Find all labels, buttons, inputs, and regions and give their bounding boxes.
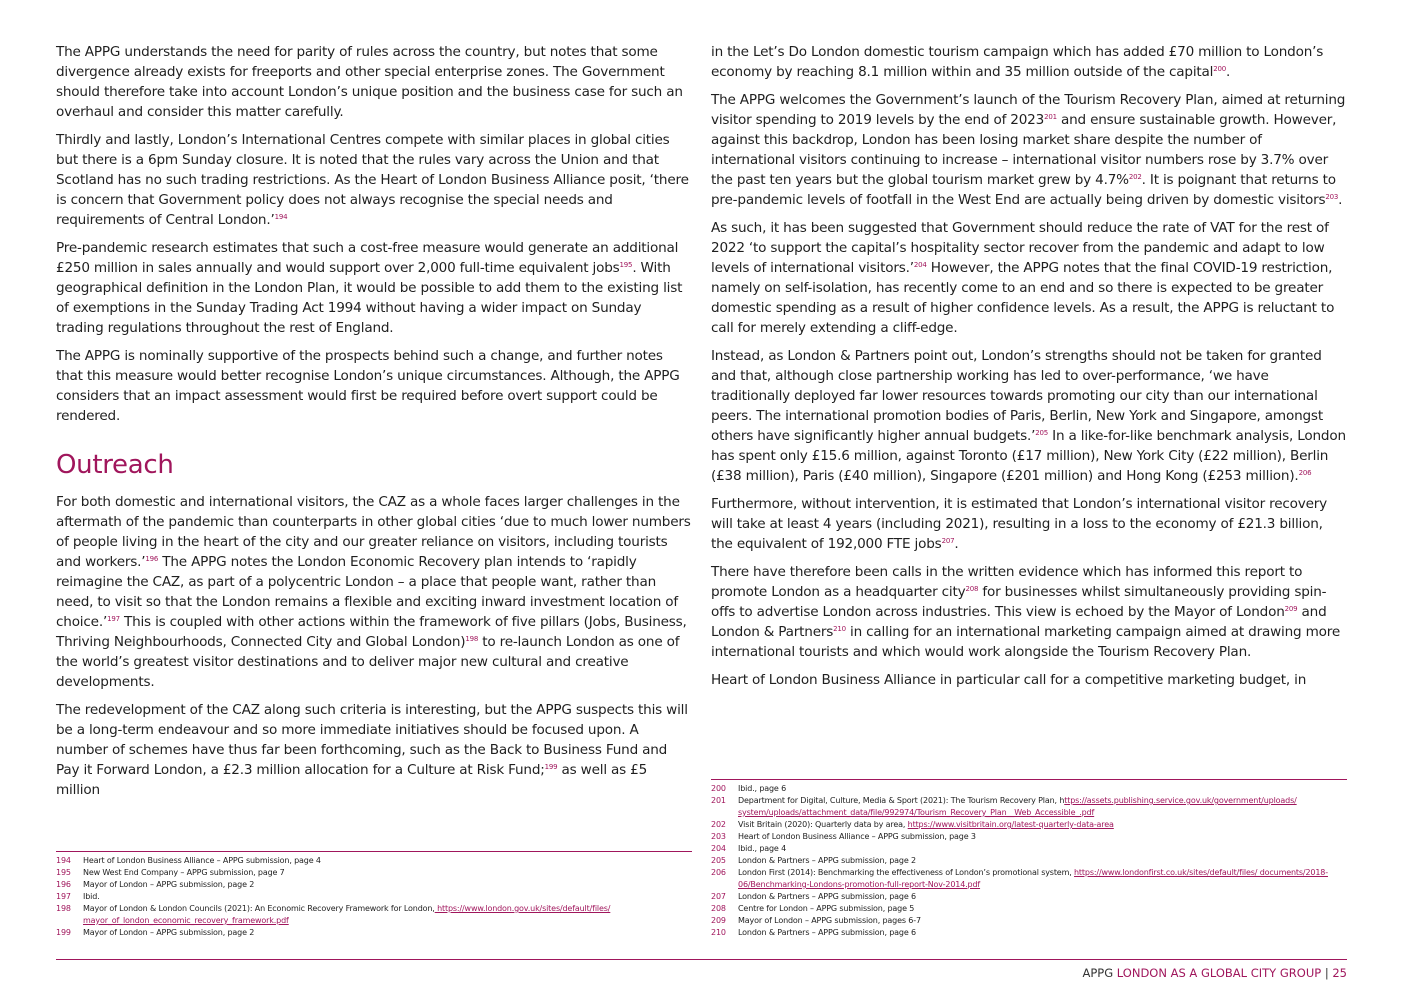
footnote-number: 200: [711, 784, 726, 793]
footnote-number: 203: [711, 832, 726, 841]
paragraph: Pre-pandemic research estimates that such a cost-free measure would generate an additional £250 million in sales annually and would support over 2,000 full-time equivalent jobs$^{195}$. With geographical definition in the London Plan, it would be possible to add them to the existing list of exemptions in the Sunday Trading Act 1994 without having a wider impact on Sunday trading regulations throughout the rest of England.: [56, 240, 683, 336]
footnote-link[interactable]: ttps://assets.publishing.service.gov.uk/government/uploads/ system/uploads/attachment_data/file/992974/Tourism_Recovery_Plan__Web_Accessible_.pdf: [738, 796, 1297, 817]
right-column: [711, 42, 1347, 698]
footnote-ref[interactable]: 209: [1284, 605, 1298, 613]
footnote: 208 Centre for London – APPG submission, page 5: [711, 904, 915, 913]
footnote-link[interactable]: https://www.london.gov.uk/sites/default/files/ mayor_of_london_economic_recovery_framework.pdf: [83, 904, 611, 925]
footnote-number: 209: [711, 916, 726, 925]
footnote-ref[interactable]: 200: [1213, 65, 1227, 73]
footer-separator: |: [1324, 966, 1329, 980]
footnote-number: 197: [56, 892, 71, 901]
footnotes-left: [56, 851, 692, 939]
paragraph: Thirdly and lastly, London’s International Centres compete with similar places in global cities but there is a 6pm Sunday closure. It is noted that the rules vary across the Union and that Scotland has no such trading restrictions. As the Heart of London Business Alliance posit, ‘there is concern that Government policy does not always recognise the special needs and requirements of Central London.’$^{194}$: [56, 132, 689, 228]
footnote-number: 206: [711, 868, 726, 877]
footnote: 204 Ibid., page 4: [711, 844, 787, 853]
footnote-ref[interactable]: 198: [465, 635, 479, 643]
page-number: 25: [1332, 966, 1347, 980]
footnote-number: 210: [711, 928, 726, 937]
footnote-number: 201: [711, 796, 726, 805]
footnote: 210 London & Partners – APPG submission, page 6: [711, 928, 916, 937]
footnote-ref[interactable]: 204: [913, 261, 927, 269]
footnote-ref[interactable]: 202: [1128, 173, 1142, 181]
footnote-ref[interactable]: 195: [619, 261, 633, 269]
footnote-ref[interactable]: 203: [1325, 193, 1339, 201]
section-heading-outreach: Outreach: [56, 450, 174, 480]
paragraph: in the Let’s Do London domestic tourism campaign which has added £70 million to London’s economy by reaching 8.1 million within and 35 million outside of the capital$^{200}$.: [711, 44, 1324, 80]
footnote: 198 Mayor of London & London Councils (2021): An Economic Recovery Framework for London, https://www.london.gov.uk/sites/default/files/ mayor_of_london_economic_recovery_framework.pdf: [56, 904, 611, 925]
footnote-ref[interactable]: 196: [145, 555, 159, 563]
footnote-divider: [711, 779, 1347, 780]
footer-group-name: LONDON AS A GLOBAL CITY GROUP: [1116, 966, 1322, 980]
paragraph: Heart of London Business Alliance in particular call for a competitive marketing budget, in: [711, 672, 1307, 688]
paragraph: The APPG is nominally supportive of the prospects behind such a change, and further notes that this measure would better recognise London’s unique circumstances. Although, the APPG considers that an impact assessment would first be required before overt support could be rendered.: [56, 348, 680, 424]
left-column: [56, 42, 692, 808]
footnote-ref[interactable]: 199: [544, 763, 558, 771]
footnote-ref[interactable]: 205: [1035, 429, 1049, 437]
paragraph: As such, it has been suggested that Government should reduce the rate of VAT for the rest of 2022 ‘to support the capital’s hospitality sector recover from the pandemic and adapt to low levels of international visitors.’$^{204}$ However, the APPG notes that the final COVID-19 restriction, namely on self-isolation, has recently come to an end and so there is expected to be greater domestic spending as a result of higher confidence levels. As a result, the APPG is reluctant to call for merely extending a cliff-edge.: [711, 220, 1335, 336]
footnote-number: 204: [711, 844, 726, 853]
footer-org: APPG: [1082, 966, 1114, 980]
paragraph: Instead, as London & Partners point out, London’s strengths should not be taken for granted and that, although close partnership working has led to over-performance, ‘we have traditionally deployed far lower resources towards promoting our city than our international peers. The international promotion bodies of Paris, Berlin, New York and Singapore, amongst others have significantly higher annual budgets.’$^{205}$ In a like-for-like benchmark analysis, London has spent only £15.6 million, against Toronto (£17 million), New York City (£22 million), Berlin (£38 million), Paris (£40 million), Singapore (£201 million) and Hong Kong (£253 million).$^{206}$: [711, 348, 1346, 484]
footnote-number: 199: [56, 928, 71, 937]
footnote: 202 Visit Britain (2020): Quarterly data by area, https://www.visitbritain.org/latest-quarterly-data-area: [711, 820, 1114, 829]
footnote-ref[interactable]: 208: [965, 585, 979, 593]
footnote: 209 Mayor of London – APPG submission, pages 6-7: [711, 916, 921, 925]
paragraph: The APPG welcomes the Government’s launch of the Tourism Recovery Plan, aimed at returning visitor spending to 2019 levels by the end of 2023$^{201}$ and ensure sustainable growth. However, against this backdrop, London has been losing market share despite the number of international visitors continuing to increase – international visitor numbers rose by 3.7% over the past ten years but the global tourism market grew by 4.7%$^{202}$. It is poignant that returns to pre-pandemic levels of footfall in the West End are actually being driven by domestic visitors$^{203}$.: [711, 92, 1346, 208]
footnote-number: 207: [711, 892, 726, 901]
footnote: 194 Heart of London Business Alliance – APPG submission, page 4: [56, 856, 321, 865]
footnote: 206 London First (2014): Benchmarking the effectiveness of London’s promotional system, https://www.londonfirst.co.uk/sites/default/files/ documents/2018-06/Benchmarking-Londons-promotion-full-report-Nov-2014.pdf: [711, 868, 1328, 889]
footnote: 203 Heart of London Business Alliance – APPG submission, page 3: [711, 832, 976, 841]
footnote-ref[interactable]: 207: [941, 537, 955, 545]
footnote: 205 London & Partners – APPG submission, page 2: [711, 856, 916, 865]
footnote-number: 195: [56, 868, 71, 877]
footnote: 207 London & Partners – APPG submission, page 6: [711, 892, 916, 901]
footnote: 200 Ibid., page 6: [711, 784, 787, 793]
footnote-ref[interactable]: 210: [833, 625, 846, 633]
footnote-number: 194: [56, 856, 71, 865]
footnote-number: 198: [56, 904, 71, 913]
footnote: 201 Department for Digital, Culture, Media & Sport (2021): The Tourism Recovery Plan, https://assets.publishing.service.gov.uk/government/uploads/ system/uploads/attachment_data/file/992974/Tourism_Recovery_Plan__Web_Accessible_.pdf: [711, 796, 1297, 817]
paragraph: The redevelopment of the CAZ along such criteria is interesting, but the APPG suspects this will be a long-term endeavour and so more immediate initiatives should be focused upon. A number of schemes have thus far been forthcoming, such as the Back to Business Fund and Pay it Forward London, a £2.3 million allocation for a Culture at Risk Fund;$^{199}$ as well as £5 million: [56, 702, 688, 798]
paragraph: There have therefore been calls in the written evidence which has informed this report to promote London as a headquarter city$^{208}$ for businesses whilst simultaneously providing spin-offs to advertise London across industries. This view is echoed by the Mayor of London$^{209}$ and London & Partners$^{210}$ in calling for an international marketing campaign aimed at drawing more international tourists and which would work alongside the Tourism Recovery Plan.: [711, 564, 1340, 660]
footnote-divider: [56, 851, 692, 852]
footnote-ref[interactable]: 206: [1298, 469, 1312, 477]
footnote: 197 Ibid.: [56, 892, 100, 901]
footnote-ref[interactable]: 201: [1044, 113, 1057, 121]
page-footer: [56, 959, 1347, 983]
footnotes-right: [711, 779, 1347, 939]
paragraph: The APPG understands the need for parity of rules across the country, but notes that some divergence already exists for freeports and other special enterprise zones. The Government should therefore take into account London’s unique position and the business case for such an overhaul and consider this matter carefully.: [56, 44, 683, 120]
footnote-link[interactable]: https://www.visitbritain.org/latest-quarterly-data-area: [907, 820, 1114, 829]
footnote-ref[interactable]: 197: [107, 615, 120, 623]
footnote: 195 New West End Company – APPG submission, page 7: [56, 868, 285, 877]
footnote: 196 Mayor of London – APPG submission, page 2: [56, 880, 255, 889]
paragraph: Furthermore, without intervention, it is estimated that London’s international visitor recovery will take at least 4 years (including 2021), resulting in a loss to the economy of £21.3 billion, the equivalent of 192,000 FTE jobs$^{207}$.: [711, 496, 1328, 552]
footnote-number: 202: [711, 820, 726, 829]
footnote-number: 205: [711, 856, 726, 865]
footnote: 199 Mayor of London – APPG submission, page 2: [56, 928, 255, 937]
paragraph: For both domestic and international visitors, the CAZ as a whole faces larger challenges in the aftermath of the pandemic than counterparts in other global cities ‘due to much lower numbers of people living in the heart of the city and our greater reliance on visitors, including tourists and workers.’$^{196}$ The APPG notes the London Economic Recovery plan intends to ‘rapidly reimagine the CAZ, as part of a polycentric London – a place that people want, rather than need, to visit so that the London remains a flexible and exciting inward investment location of choice.’$^{197}$ This is coupled with other actions within the framework of five pillars (Jobs, Business, Thriving Neighbourhoods, Connected City and Global London)$^{198}$ to re-launch London as one of the world’s greatest visitor destinations and to deliver major new cultural and creative developments.: [56, 494, 691, 690]
footnote-link[interactable]: https://www.londonfirst.co.uk/sites/default/files/ documents/2018-06/Benchmarking-Londons-promotion-full-report-Nov-2014.pdf: [738, 868, 1328, 889]
footnote-number: 208: [711, 904, 726, 913]
footnote-number: 196: [56, 880, 71, 889]
footnote-ref[interactable]: 194: [274, 213, 288, 221]
